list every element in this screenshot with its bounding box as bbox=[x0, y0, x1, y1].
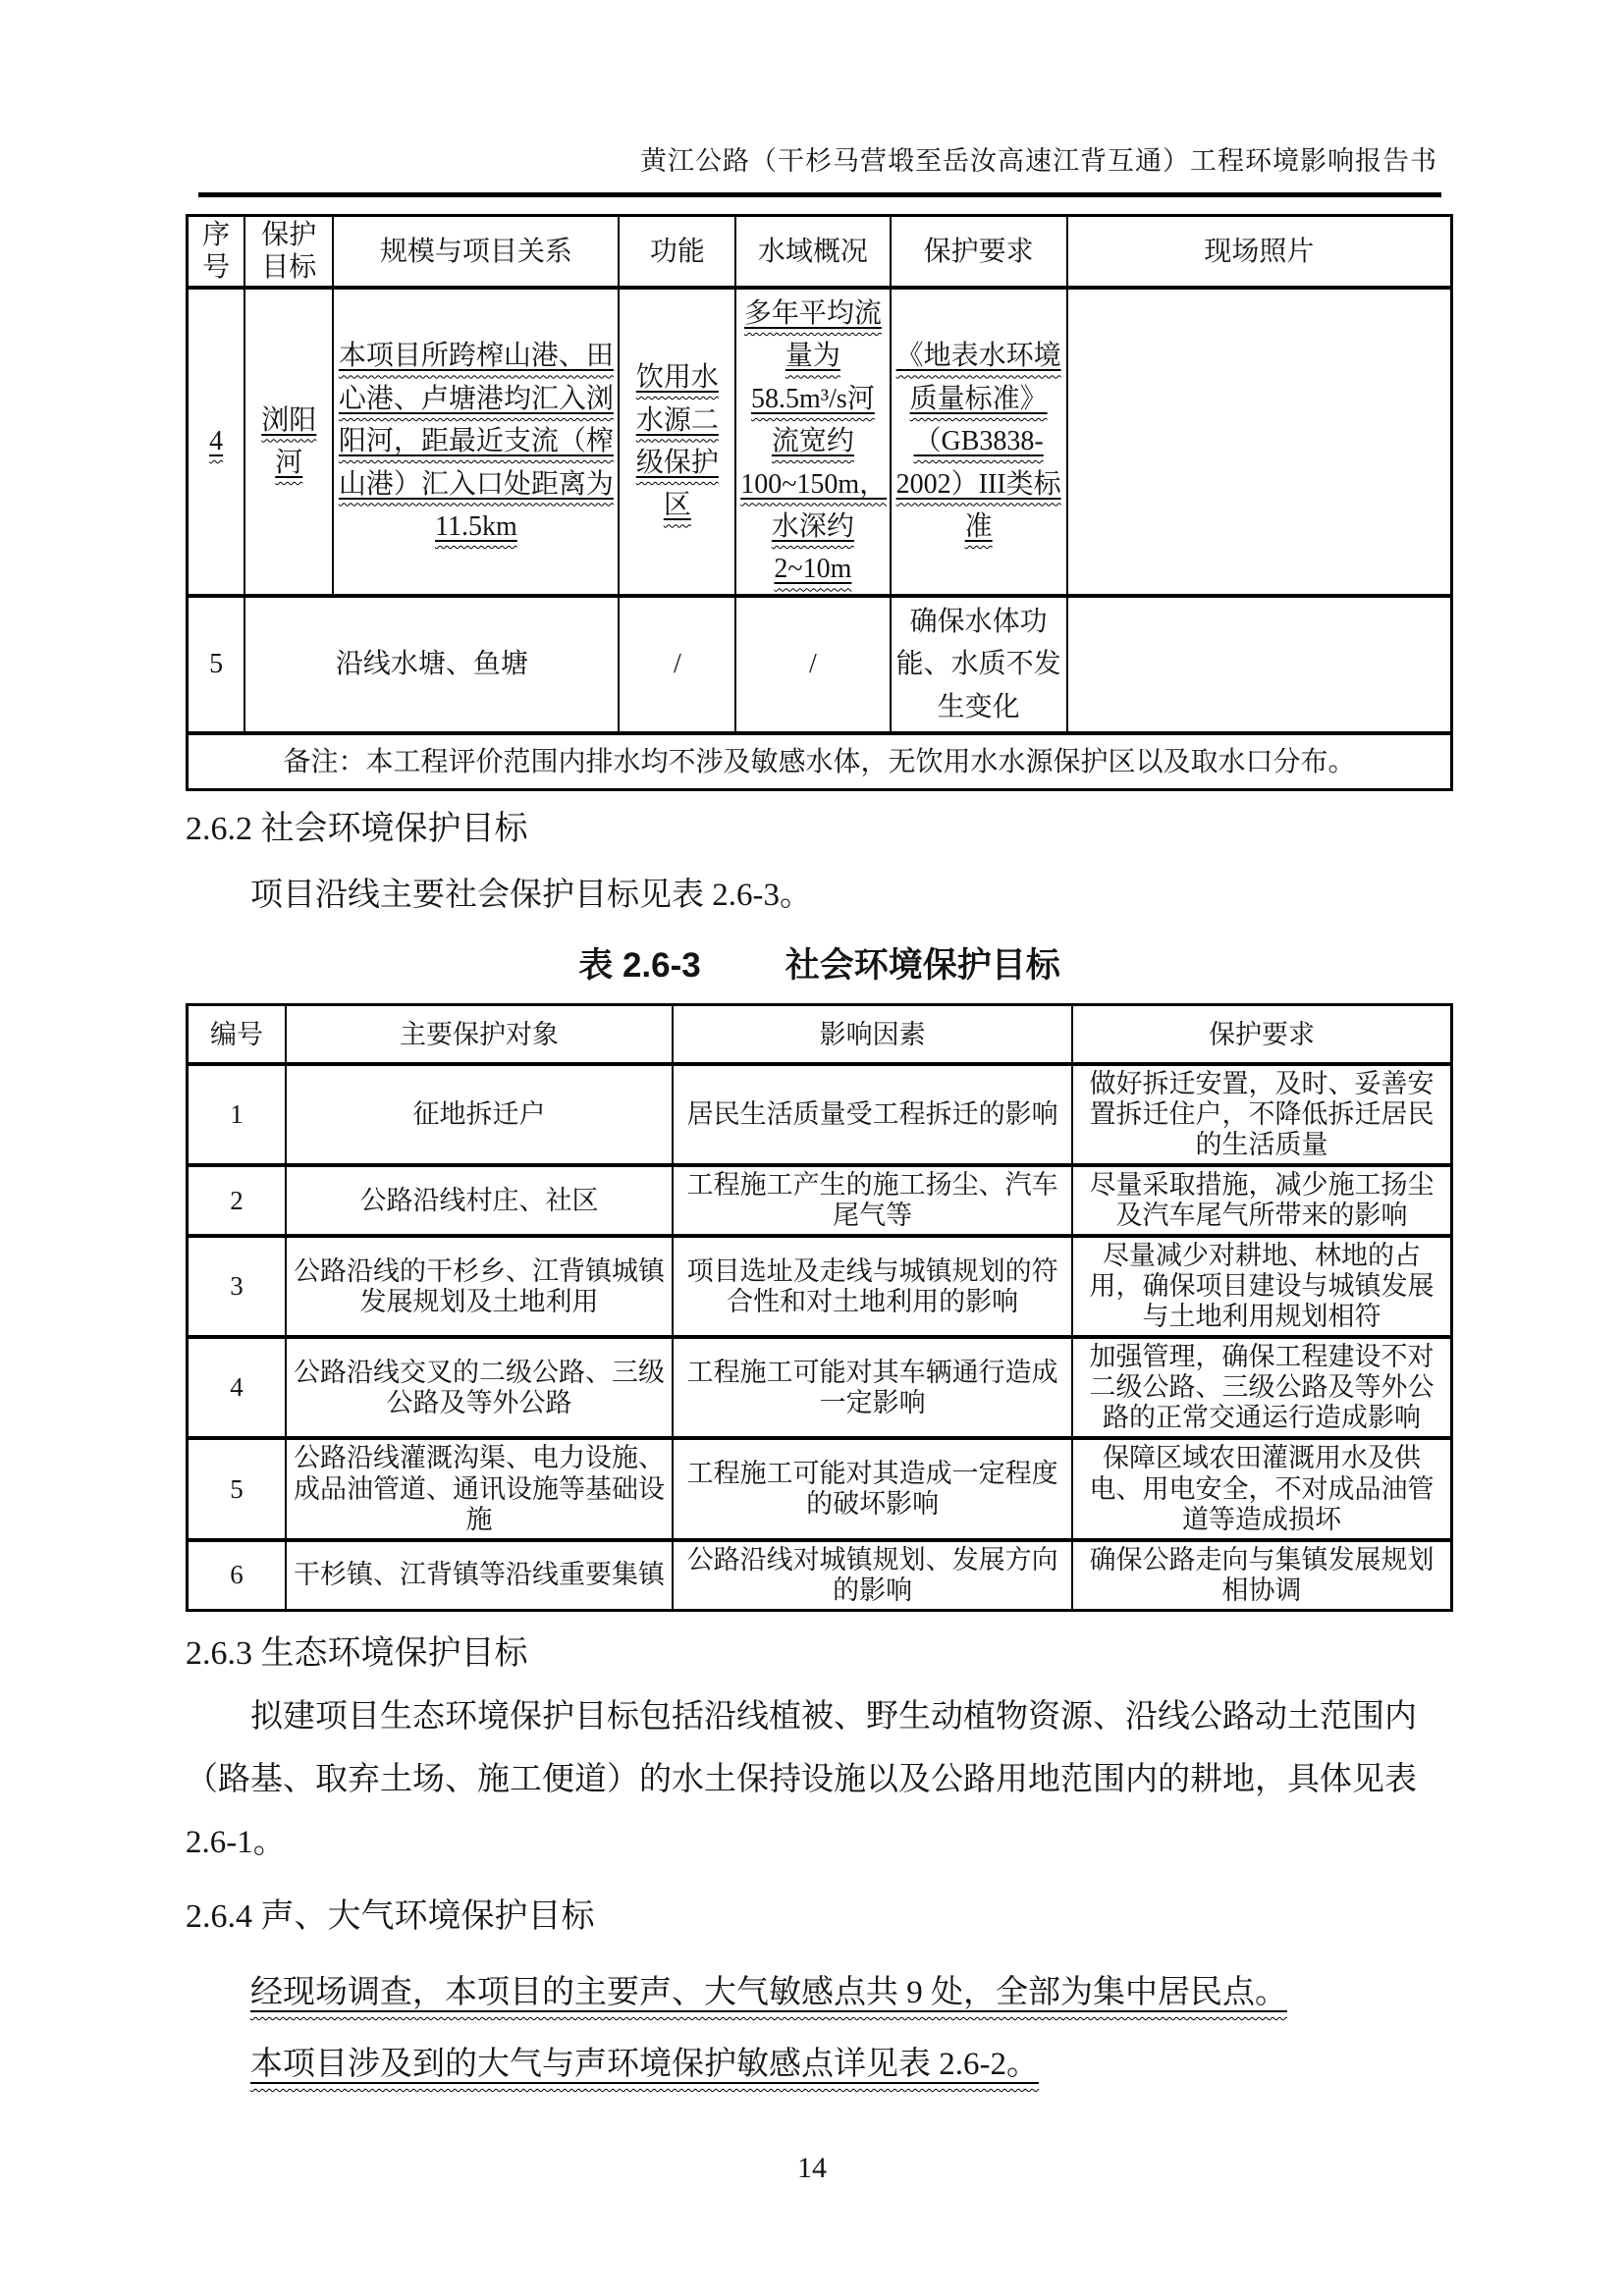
cell-no bbox=[188, 288, 245, 596]
cell-factor: 工程施工可能对其造成一定程度的破坏影响 bbox=[673, 1438, 1072, 1539]
cell-requirement: 尽量减少对耕地、林地的占用，确保项目建设与城镇发展与土地利用规划相符 bbox=[1072, 1236, 1451, 1337]
revision-underline: 饮用水水源二级保护区 bbox=[635, 362, 719, 521]
table-row bbox=[188, 1438, 1452, 1539]
table-row bbox=[188, 1540, 1452, 1611]
col-header-no: 序号 bbox=[188, 216, 245, 289]
table-caption-title: 社会环境保护目标 bbox=[785, 946, 1060, 986]
cell-target bbox=[244, 288, 333, 596]
cell-object: 干杉镇、江背镇等沿线重要集镇 bbox=[286, 1540, 673, 1611]
col-header-water-overview: 水域概况 bbox=[735, 216, 890, 289]
cell-no: 6 bbox=[188, 1540, 286, 1611]
cell-no: 3 bbox=[188, 1236, 286, 1337]
section-264-line1 bbox=[186, 1966, 1453, 2012]
col-header-function: 功能 bbox=[619, 216, 735, 289]
cell-no: 2 bbox=[188, 1165, 286, 1236]
cell-requirement: 保障区域农田灌溉用水及供电、用电安全，不对成品油管道等造成损坏 bbox=[1072, 1438, 1451, 1539]
water-protection-table bbox=[186, 214, 1453, 791]
col-header-photo: 现场照片 bbox=[1067, 216, 1452, 289]
cell-function bbox=[619, 288, 735, 596]
col-header-no: 编号 bbox=[188, 1005, 286, 1064]
cell-requirement: 尽量采取措施，减少施工扬尘及汽车尾气所带来的影响 bbox=[1072, 1165, 1451, 1236]
page-number: 14 bbox=[797, 2152, 827, 2184]
table-row bbox=[188, 1236, 1452, 1337]
cell-requirement: 加强管理，确保工程建设不对二级公路、三级公路及等外公路的正常交通运行造成影响 bbox=[1072, 1337, 1451, 1438]
revision-underline: 本项目涉及到的大气与声环境保护敏感点详见表 2.6-2。 bbox=[250, 2046, 1039, 2082]
table-row bbox=[188, 1165, 1452, 1236]
cell-target: 沿线水塘、鱼塘 bbox=[244, 596, 619, 733]
cell-factor: 居民生活质量受工程拆迁的影响 bbox=[673, 1064, 1072, 1165]
table-row bbox=[188, 1337, 1452, 1438]
revision-underline: 经现场调查，本项目的主要声、大气敏感点共 9 处，全部为集中居民点。 bbox=[250, 1974, 1287, 2010]
cell-factor: 工程施工可能对其车辆通行造成一定影响 bbox=[673, 1337, 1072, 1438]
social-protection-table bbox=[186, 1003, 1453, 1611]
section-heading-262: 2.6.2 社会环境保护目标 bbox=[186, 811, 528, 848]
cell-water-overview: / bbox=[735, 596, 890, 733]
table-caption bbox=[186, 938, 1453, 988]
cell-photo-empty bbox=[1067, 288, 1452, 596]
cell-object: 公路沿线交叉的二级公路、三级公路及等外公路 bbox=[286, 1337, 673, 1438]
section-heading-263: 2.6.3 生态环境保护目标 bbox=[186, 1634, 528, 1672]
social-table-header-row bbox=[188, 1005, 1452, 1064]
revision-underline: 浏阳河 bbox=[261, 404, 317, 478]
col-header-requirement: 保护要求 bbox=[1072, 1005, 1451, 1064]
cell-object: 公路沿线灌溉沟渠、电力设施、成品油管道、通讯设施等基础设施 bbox=[286, 1438, 673, 1539]
header-divider-rule bbox=[198, 192, 1441, 197]
col-header-requirement: 保护要求 bbox=[891, 216, 1067, 289]
table-caption-label: 表 2.6-3 bbox=[578, 946, 701, 986]
section-264-line2 bbox=[186, 2038, 1453, 2084]
cell-no: 5 bbox=[188, 596, 245, 733]
cell-object: 公路沿线村庄、社区 bbox=[286, 1165, 673, 1236]
cell-requirement: 确保水体功能、水质不发生变化 bbox=[891, 596, 1067, 733]
table-row bbox=[188, 288, 1452, 596]
col-header-target: 保护目标 bbox=[244, 216, 333, 289]
revision-underline: 本项目所跨榨山港、田心港、卢塘港均汇入浏阳河，距最近支流（榨山港）汇入口处距离为11.5km bbox=[338, 341, 614, 543]
revision-underline: 多年平均流量为58.5m³/s河流宽约100~150m，水深约2~10m bbox=[740, 298, 888, 585]
cell-no: 1 bbox=[188, 1064, 286, 1165]
table-note: 备注：本工程评价范围内排水均不涉及敏感水体，无饮用水水源保护区以及取水口分布。 bbox=[188, 733, 1452, 790]
cell-requirement: 做好拆迁安置，及时、妥善安置拆迁住户，不降低拆迁居民的生活质量 bbox=[1072, 1064, 1451, 1165]
table-row bbox=[188, 596, 1452, 733]
cell-factor: 项目选址及走线与城镇规划的符合性和对土地利用的影响 bbox=[673, 1236, 1072, 1337]
cell-factor: 公路沿线对城镇规划、发展方向的影响 bbox=[673, 1540, 1072, 1611]
cell-photo-empty bbox=[1067, 596, 1452, 733]
col-header-object: 主要保护对象 bbox=[286, 1005, 673, 1064]
water-table-header-row bbox=[188, 216, 1452, 289]
revision-underline: 《地表水环境质量标准》（GB3838-2002）III类标准 bbox=[895, 341, 1061, 543]
cell-requirement bbox=[891, 288, 1067, 596]
cell-object: 公路沿线的干杉乡、江背镇城镇发展规划及土地利用 bbox=[286, 1236, 673, 1337]
page-header-title: 黄江公路（干杉马营塅至岳汝高速江背互通）工程环境影响报告书 bbox=[640, 146, 1437, 176]
cell-factor: 工程施工产生的施工扬尘、汽车尾气等 bbox=[673, 1165, 1072, 1236]
cell-function: / bbox=[619, 596, 735, 733]
col-header-factor: 影响因素 bbox=[673, 1005, 1072, 1064]
cell-object: 征地拆迁户 bbox=[286, 1064, 673, 1165]
cell-relation bbox=[333, 288, 619, 596]
page-content bbox=[186, 214, 1453, 2084]
section-heading-264: 2.6.4 声、大气环境保护目标 bbox=[186, 1897, 595, 1935]
col-header-relation: 规模与项目关系 bbox=[333, 216, 619, 289]
cell-water-overview bbox=[735, 288, 890, 596]
cell-no: 4 bbox=[188, 1337, 286, 1438]
table-row bbox=[188, 1064, 1452, 1165]
revision-underline: 4 bbox=[209, 426, 224, 457]
table-note-row bbox=[188, 733, 1452, 790]
cell-no: 5 bbox=[188, 1438, 286, 1539]
cell-requirement: 确保公路走向与集镇发展规划相协调 bbox=[1072, 1540, 1451, 1611]
section-263-paragraph: 拟建项目生态环境保护目标包括沿线植被、野生动植物资源、沿线公路动土范围内（路基、取弃土场、施工便道）的水土保持设施以及公路用地范围内的耕地，具体见表 2.6-1。 bbox=[186, 1698, 1417, 1861]
section-262-paragraph: 项目沿线主要社会保护目标见表 2.6-3。 bbox=[250, 878, 812, 914]
